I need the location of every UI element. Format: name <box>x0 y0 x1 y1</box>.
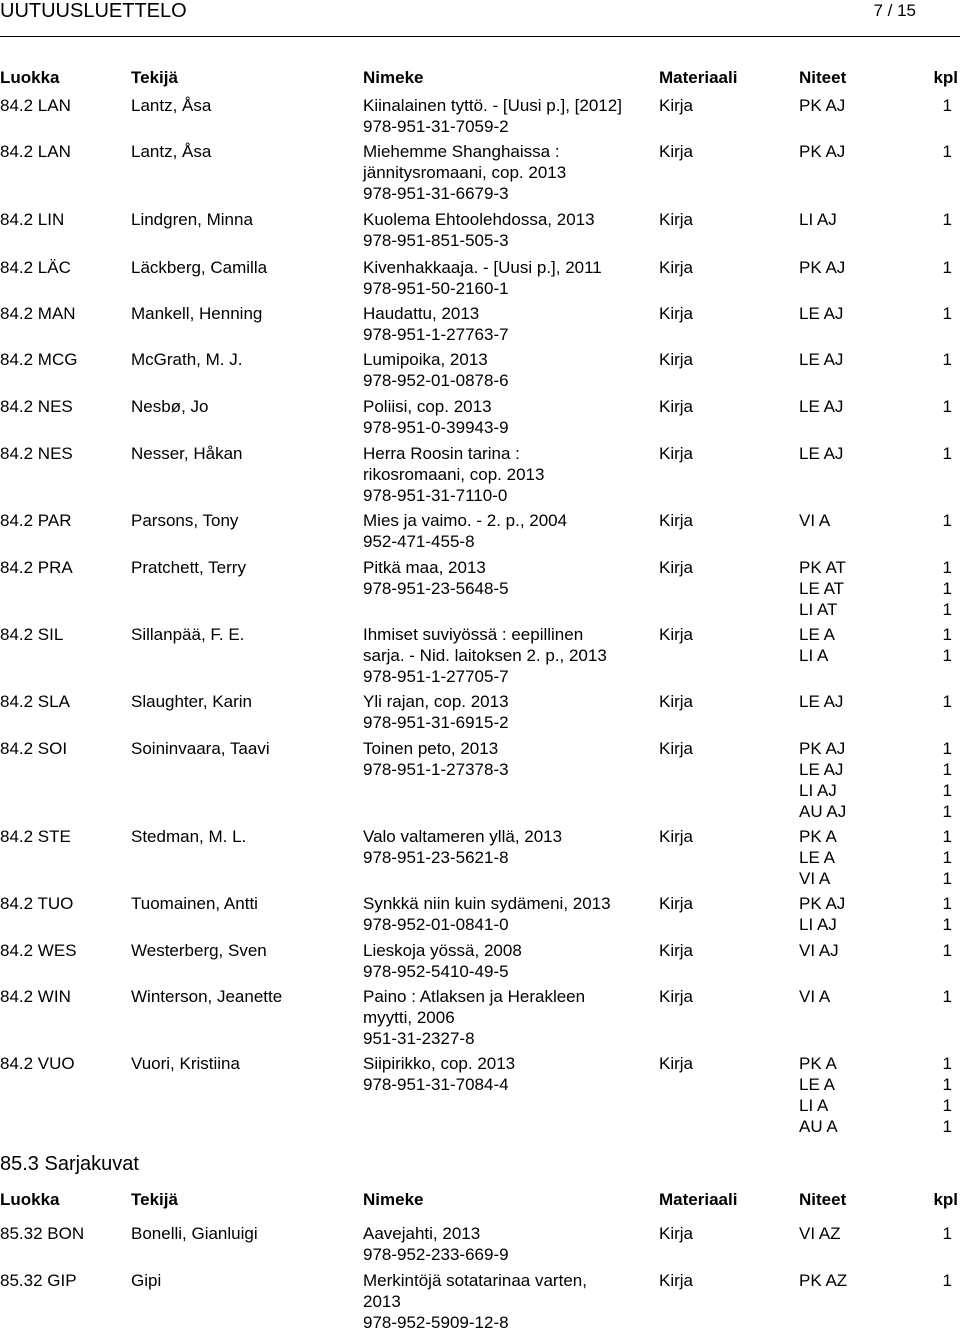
kpl-cell <box>943 141 952 162</box>
kpl-cell <box>943 940 952 961</box>
nimeke-cell-line: Synkkä niin kuin sydämeni, 2013 <box>363 894 611 913</box>
nimeke-cell <box>363 826 562 868</box>
tekija-cell: Bonelli, Gianluigi <box>131 1224 258 1243</box>
niteet-cell-line: PK A <box>799 1054 837 1073</box>
luokka-cell: 84.2 NES <box>0 444 73 463</box>
kpl-cell-line: 1 <box>942 915 952 934</box>
nimeke-cell <box>363 209 595 251</box>
nimeke-cell-line: Valo valtameren yllä, 2013 <box>363 827 563 846</box>
kpl-cell <box>943 349 952 370</box>
niteet-cell <box>799 1053 838 1137</box>
niteet-cell-line: LE AJ <box>799 304 844 323</box>
niteet-cell-line: LE A <box>799 1075 835 1094</box>
niteet-cell <box>799 557 846 620</box>
luokka-cell: 84.2 STE <box>0 827 71 846</box>
column-header-luokka: Luokka <box>0 1190 60 1209</box>
nimeke-cell <box>363 691 509 733</box>
niteet-cell-line: PK A <box>799 827 837 846</box>
niteet-cell-line: LE A <box>799 625 835 644</box>
luokka-cell: 84.2 MAN <box>0 304 76 323</box>
nimeke-cell <box>363 303 509 345</box>
nimeke-cell <box>363 738 509 780</box>
column-header-nimeke: Nimeke <box>363 1190 424 1209</box>
niteet-cell <box>799 986 830 1007</box>
kpl-cell-line: 1 <box>942 397 952 416</box>
nimeke-cell-line: Ihmiset suviyössä : eepillinen <box>363 625 584 644</box>
nimeke-cell <box>363 1270 587 1333</box>
nimeke-cell-line: 978-951-23-5621-8 <box>363 848 509 867</box>
kpl-cell <box>943 986 952 1007</box>
nimeke-cell-line: 978-951-31-7059-2 <box>363 117 509 136</box>
materiaali-cell: Kirja <box>659 511 694 530</box>
materiaali-cell: Kirja <box>659 96 694 115</box>
niteet-cell-line: PK AZ <box>799 1271 848 1290</box>
niteet-cell-line: LI A <box>799 1096 829 1115</box>
tekija-cell: Tuomainen, Antti <box>131 894 258 913</box>
niteet-cell <box>799 257 845 278</box>
niteet-cell <box>799 141 845 162</box>
kpl-cell-line: 1 <box>942 987 952 1006</box>
niteet-cell-line: LI A <box>799 646 829 665</box>
nimeke-cell <box>363 510 567 552</box>
niteet-cell-line: LE AJ <box>799 760 844 779</box>
luokka-cell: 84.2 WIN <box>0 987 71 1006</box>
niteet-cell-line: VI A <box>799 511 831 530</box>
kpl-cell-line: 1 <box>942 739 952 758</box>
nimeke-cell <box>363 257 602 299</box>
table-header <box>0 67 960 89</box>
niteet-cell <box>799 209 837 230</box>
niteet-cell-line: VI AZ <box>799 1224 841 1243</box>
niteet-cell-line: PK AJ <box>799 894 846 913</box>
niteet-cell <box>799 940 839 961</box>
materiaali-cell: Kirja <box>659 350 694 369</box>
kpl-cell-line: 1 <box>942 600 952 619</box>
kpl-cell-line: 1 <box>942 781 952 800</box>
materiaali-cell: Kirja <box>659 142 694 161</box>
materiaali-cell: Kirja <box>659 1224 694 1243</box>
niteet-cell-line: LI AT <box>799 600 838 619</box>
kpl-cell <box>943 510 952 531</box>
nimeke-cell-line: Paino : Atlaksen ja Herakleen <box>363 987 586 1006</box>
tekija-cell: Nesbø, Jo <box>131 397 209 416</box>
kpl-cell-line: 1 <box>942 1075 952 1094</box>
niteet-cell-line: LI AJ <box>799 210 837 229</box>
niteet-cell-line: LE AJ <box>799 350 844 369</box>
table-header-2 <box>0 1189 960 1211</box>
nimeke-cell <box>363 396 509 438</box>
kpl-cell-line: 1 <box>942 692 952 711</box>
kpl-cell-line: 1 <box>942 646 952 665</box>
kpl-cell-line: 1 <box>942 142 952 161</box>
luokka-cell: 85.32 GIP <box>0 1271 77 1290</box>
page-number: 7 / 15 <box>873 1 916 20</box>
tekija-cell: Nesser, Håkan <box>131 444 243 463</box>
kpl-cell <box>943 1053 952 1137</box>
materiaali-cell: Kirja <box>659 304 694 323</box>
kpl-cell-line: 1 <box>942 625 952 644</box>
luokka-cell: 84.2 LAN <box>0 142 71 161</box>
nimeke-cell-line: Siipirikko, cop. 2013 <box>363 1054 516 1073</box>
niteet-cell-line: LI AJ <box>799 781 837 800</box>
nimeke-cell-line: 978-952-5410-49-5 <box>363 962 509 981</box>
nimeke-cell-line: 978-951-31-7110-0 <box>363 486 508 505</box>
niteet-cell-line: PK AT <box>799 558 846 577</box>
niteet-cell-line: LE AJ <box>799 444 844 463</box>
column-header-kpl: kpl <box>933 1190 958 1209</box>
nimeke-cell <box>363 95 622 137</box>
luokka-cell: 84.2 LÄC <box>0 258 71 277</box>
kpl-cell <box>943 396 952 417</box>
nimeke-cell-line: Kiinalainen tyttö. - [Uusi p.], [2012] <box>363 96 622 115</box>
column-header-kpl: kpl <box>933 68 958 87</box>
nimeke-cell-line: 978-951-0-39943-9 <box>363 418 509 437</box>
niteet-cell <box>799 691 843 712</box>
nimeke-cell-line: 978-951-1-27705-7 <box>363 667 509 686</box>
nimeke-cell-line: 978-951-31-7084-4 <box>363 1075 509 1094</box>
materiaali-cell: Kirja <box>659 1271 694 1290</box>
niteet-cell-line: VI A <box>799 869 831 888</box>
column-header-materiaali: Materiaali <box>659 1190 738 1209</box>
materiaali-cell: Kirja <box>659 987 694 1006</box>
tekija-cell: Parsons, Tony <box>131 511 239 530</box>
tekija-cell: Sillanpää, F. E. <box>131 625 245 644</box>
nimeke-cell <box>363 1053 515 1095</box>
luokka-cell: 84.2 WES <box>0 941 77 960</box>
kpl-cell-line: 1 <box>942 802 952 821</box>
column-header-materiaali: Materiaali <box>659 68 738 87</box>
kpl-cell-line: 1 <box>942 304 952 323</box>
materiaali-cell: Kirja <box>659 941 694 960</box>
kpl-cell <box>943 209 952 230</box>
kpl-cell-line: 1 <box>942 96 952 115</box>
nimeke-cell-line: Mies ja vaimo. - 2. p., 2004 <box>363 511 568 530</box>
materiaali-cell: Kirja <box>659 827 694 846</box>
nimeke-cell-line: Aavejahti, 2013 <box>363 1224 481 1243</box>
nimeke-cell-line: 978-952-5909-12-8 <box>363 1313 509 1332</box>
kpl-cell <box>943 893 952 935</box>
niteet-cell-line: AU A <box>799 1117 838 1136</box>
column-header-tekija: Tekijä <box>131 1190 178 1209</box>
niteet-cell-line: LI AJ <box>799 915 837 934</box>
niteet-cell <box>799 738 846 822</box>
column-header-niteet: Niteet <box>799 68 847 87</box>
tekija-cell: Läckberg, Camilla <box>131 258 268 277</box>
nimeke-cell-line: 978-952-01-0878-6 <box>363 371 509 390</box>
kpl-cell-line: 1 <box>942 210 952 229</box>
niteet-cell <box>799 303 843 324</box>
kpl-cell-line: 1 <box>942 1096 952 1115</box>
nimeke-cell-line: 978-951-1-27378-3 <box>363 760 509 779</box>
kpl-cell <box>943 1223 952 1244</box>
tekija-cell: Gipi <box>131 1271 162 1290</box>
kpl-cell <box>943 738 952 822</box>
niteet-cell <box>799 349 843 370</box>
nimeke-cell <box>363 893 611 935</box>
nimeke-cell-line: Lieskoja yössä, 2008 <box>363 941 522 960</box>
nimeke-cell-line: Kivenhakkaaja. - [Uusi p.], 2011 <box>363 258 602 277</box>
nimeke-cell <box>363 349 509 391</box>
niteet-cell <box>799 826 837 889</box>
nimeke-cell-line: 978-951-1-27763-7 <box>363 325 509 344</box>
tekija-cell: Slaughter, Karin <box>131 692 252 711</box>
nimeke-cell-line: 978-952-01-0841-0 <box>363 915 509 934</box>
materiaali-cell: Kirja <box>659 894 694 913</box>
kpl-cell-line: 1 <box>942 941 952 960</box>
materiaali-cell: Kirja <box>659 444 694 463</box>
niteet-cell-line: LE AJ <box>799 397 844 416</box>
kpl-cell <box>943 826 952 889</box>
kpl-cell-line: 1 <box>942 1117 952 1136</box>
section-title: 85.3 Sarjakuvat <box>0 1153 139 1175</box>
nimeke-cell-line: jännitysromaani, cop. 2013 <box>363 163 567 182</box>
kpl-cell <box>943 1270 952 1291</box>
luokka-cell: 84.2 SLA <box>0 692 70 711</box>
nimeke-cell-line: 978-952-233-669-9 <box>363 1245 509 1264</box>
kpl-cell <box>943 257 952 278</box>
luokka-cell: 84.2 VUO <box>0 1054 75 1073</box>
luokka-cell: 84.2 SIL <box>0 625 64 644</box>
nimeke-cell <box>363 624 607 687</box>
nimeke-cell <box>363 1223 509 1265</box>
nimeke-cell-line: Haudattu, 2013 <box>363 304 480 323</box>
niteet-cell <box>799 443 843 464</box>
header-divider <box>0 36 960 37</box>
niteet-cell <box>799 1270 847 1291</box>
nimeke-cell-line: 951-31-2327-8 <box>363 1029 475 1048</box>
luokka-cell: 85.32 BON <box>0 1224 85 1243</box>
kpl-cell <box>943 624 952 666</box>
kpl-cell-line: 1 <box>942 1224 952 1243</box>
nimeke-cell-line: Miehemme Shanghaissa : <box>363 142 560 161</box>
nimeke-cell-line: Yli rajan, cop. 2013 <box>363 692 509 711</box>
nimeke-cell-line: Merkintöjä sotatarinaa varten, <box>363 1271 587 1290</box>
kpl-cell-line: 1 <box>942 511 952 530</box>
nimeke-cell-line: 978-951-23-5648-5 <box>363 579 509 598</box>
tekija-cell: Pratchett, Terry <box>131 558 246 577</box>
nimeke-cell <box>363 141 566 204</box>
niteet-cell-line: LE AT <box>799 579 845 598</box>
niteet-cell-line: PK AJ <box>799 96 846 115</box>
niteet-cell <box>799 624 835 666</box>
nimeke-cell-line: sarja. - Nid. laitoksen 2. p., 2013 <box>363 646 607 665</box>
materiaali-cell: Kirja <box>659 1054 694 1073</box>
niteet-cell <box>799 396 843 417</box>
kpl-cell <box>943 557 952 620</box>
kpl-cell-line: 1 <box>942 350 952 369</box>
kpl-cell-line: 1 <box>942 827 952 846</box>
nimeke-cell-line: Kuolema Ehtoolehdossa, 2013 <box>363 210 595 229</box>
nimeke-cell-line: Herra Roosin tarina : <box>363 444 520 463</box>
column-header-niteet: Niteet <box>799 1190 847 1209</box>
nimeke-cell-line: 978-951-31-6679-3 <box>363 184 509 203</box>
niteet-cell-line: PK AJ <box>799 739 846 758</box>
tekija-cell: Lantz, Åsa <box>131 96 212 115</box>
niteet-cell-line: LE A <box>799 848 835 867</box>
kpl-cell <box>943 691 952 712</box>
tekija-cell: Lindgren, Minna <box>131 210 253 229</box>
nimeke-cell-line: 978-951-31-6915-2 <box>363 713 509 732</box>
nimeke-cell-line: Pitkä maa, 2013 <box>363 558 486 577</box>
document-title: UUTUUSLUETTELO <box>0 0 187 22</box>
niteet-cell-line: VI AJ <box>799 941 839 960</box>
niteet-cell-line: VI A <box>799 987 831 1006</box>
kpl-cell <box>943 443 952 464</box>
nimeke-cell-line: 952-471-455-8 <box>363 532 475 551</box>
materiaali-cell: Kirja <box>659 692 694 711</box>
nimeke-cell-line: 978-951-50-2160-1 <box>363 279 509 298</box>
tekija-cell: Winterson, Jeanette <box>131 987 283 1006</box>
nimeke-cell <box>363 443 544 506</box>
luokka-cell: 84.2 LIN <box>0 210 65 229</box>
tekija-cell: Westerberg, Sven <box>131 941 267 960</box>
column-header-nimeke: Nimeke <box>363 68 424 87</box>
niteet-cell-line: AU AJ <box>799 802 847 821</box>
materiaali-cell: Kirja <box>659 210 694 229</box>
nimeke-cell-line: 978-951-851-505-3 <box>363 231 509 250</box>
niteet-cell-line: PK AJ <box>799 142 846 161</box>
kpl-cell-line: 1 <box>942 1271 952 1290</box>
luokka-cell: 84.2 SOI <box>0 739 68 758</box>
tekija-cell: Vuori, Kristiina <box>131 1054 240 1073</box>
kpl-cell-line: 1 <box>942 760 952 779</box>
kpl-cell-line: 1 <box>942 258 952 277</box>
kpl-cell <box>943 95 952 116</box>
kpl-cell-line: 1 <box>942 894 952 913</box>
kpl-cell <box>943 303 952 324</box>
tekija-cell: Lantz, Åsa <box>131 142 212 161</box>
nimeke-cell <box>363 940 522 982</box>
nimeke-cell-line: 2013 <box>363 1292 401 1311</box>
niteet-cell-line: LE AJ <box>799 692 844 711</box>
nimeke-cell <box>363 986 585 1049</box>
luokka-cell: 84.2 LAN <box>0 96 71 115</box>
nimeke-cell-line: Lumipoika, 2013 <box>363 350 488 369</box>
kpl-cell-line: 1 <box>942 444 952 463</box>
luokka-cell: 84.2 TUO <box>0 894 74 913</box>
materiaali-cell: Kirja <box>659 739 694 758</box>
nimeke-cell <box>363 557 509 599</box>
nimeke-cell-line: Toinen peto, 2013 <box>363 739 499 758</box>
kpl-cell-line: 1 <box>942 848 952 867</box>
tekija-cell: Mankell, Henning <box>131 304 263 323</box>
tekija-cell: Soininvaara, Taavi <box>131 739 270 758</box>
nimeke-cell-line: myytti, 2006 <box>363 1008 455 1027</box>
luokka-cell: 84.2 MCG <box>0 350 78 369</box>
luokka-cell: 84.2 PAR <box>0 511 72 530</box>
materiaali-cell: Kirja <box>659 258 694 277</box>
nimeke-cell-line: Poliisi, cop. 2013 <box>363 397 492 416</box>
niteet-cell <box>799 893 845 935</box>
kpl-cell-line: 1 <box>942 1054 952 1073</box>
luokka-cell: 84.2 PRA <box>0 558 73 577</box>
materiaali-cell: Kirja <box>659 397 694 416</box>
kpl-cell-line: 1 <box>942 579 952 598</box>
niteet-cell <box>799 510 830 531</box>
niteet-cell-line: PK AJ <box>799 258 846 277</box>
kpl-cell-line: 1 <box>942 558 952 577</box>
nimeke-cell-line: rikosromaani, cop. 2013 <box>363 465 545 484</box>
tekija-cell: McGrath, M. J. <box>131 350 243 369</box>
materiaali-cell: Kirja <box>659 625 694 644</box>
niteet-cell <box>799 1223 841 1244</box>
luokka-cell: 84.2 NES <box>0 397 73 416</box>
niteet-cell <box>799 95 845 116</box>
column-header-luokka: Luokka <box>0 68 60 87</box>
column-header-tekija: Tekijä <box>131 68 178 87</box>
materiaali-cell: Kirja <box>659 558 694 577</box>
tekija-cell: Stedman, M. L. <box>131 827 247 846</box>
kpl-cell-line: 1 <box>942 869 952 888</box>
